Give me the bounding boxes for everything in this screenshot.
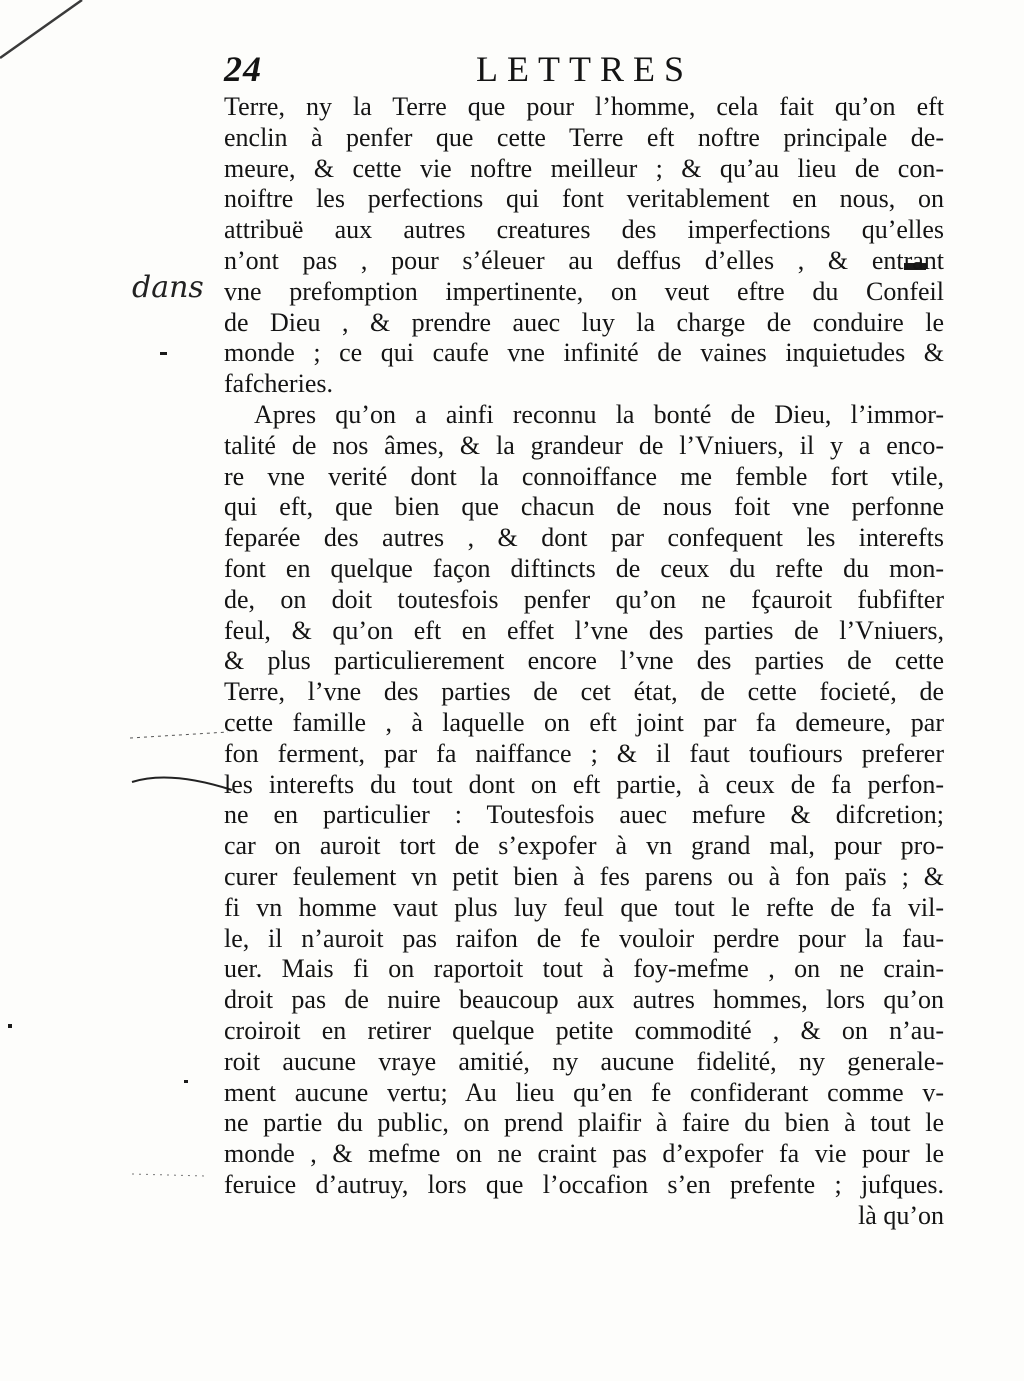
text-line: n’ont pas , pour s’éleuer au deffus d’elles , & entrant [224, 245, 944, 275]
text-line: enclin à penfer que cette Terre eft noftre principale de- [224, 122, 944, 152]
running-head: LETTRES [476, 49, 693, 89]
text-line: attribuë aux autres creatures des imperfections qu’elles [224, 215, 944, 245]
text-line: Apres qu’on a ainfi reconnu la bonté de Dieu, l’immor- [254, 399, 944, 429]
text-line: roit aucune vraye amitié, ny aucune fidelité, ny generale- [224, 1046, 944, 1076]
text-line: là qu’on [858, 1200, 944, 1230]
text-line: de Dieu , & prendre auec luy la charge de conduire le [224, 307, 944, 337]
text-line: ne en particulier : Toutesfois auec mefure & difcretion; [224, 800, 944, 830]
ink-blot [8, 1024, 12, 1028]
text-line: le, il n’auroit pas raifon de fe vouloir perdre pour la fau- [224, 923, 944, 953]
text-line: croiroit en retirer quelque petite commodité , & on n’au- [224, 1015, 944, 1045]
ink-blot [160, 352, 167, 355]
text-line: & plus particulierement encore l’vne des parties de cette [224, 646, 944, 676]
text-line: droit pas de nuire beaucoup aux autres hommes, lors qu’on [224, 985, 944, 1015]
text-line: re vne verité dont la connoiffance me femble fort vtile, [224, 461, 944, 491]
text-line: noiftre les perfections qui font veritablement en nous, on [224, 184, 944, 214]
page-header [224, 48, 944, 92]
text-line: Terre, l’vne des parties de cet état, de cette focieté, de [224, 677, 944, 707]
body-text [224, 92, 944, 1231]
text-line: feul, & qu’on eft en effet l’vne des parties de l’Vniuers, [224, 615, 944, 645]
text-line: qui eft, que bien que chacun de nous foit vne perfonne [224, 492, 944, 522]
text-line: monde ; ce qui caufe vne infinité de vaines inquietudes & [224, 338, 944, 368]
text-line: curer feulement vn petit bien à fes parens ou à fon païs ; & [224, 861, 944, 891]
page-number: 24 [224, 49, 262, 89]
text-line: ne partie du public, on prend plaifir à faire du bien à tout le [224, 1108, 944, 1138]
text-line: les interefts du tout dont on eft partie, à ceux de fa perfon- [224, 769, 944, 799]
handwritten-margin-note: dans [132, 270, 204, 305]
text-line: vne prefomption impertinente, on veut eftre du Confeil [224, 276, 944, 306]
text-line: talité de nos âmes, & la grandeur de l’Vniuers, il y a enco- [224, 430, 944, 460]
text-line: Terre, ny la Terre que pour l’homme, cela fait qu’on eft [224, 92, 944, 121]
text-line: meure, & cette vie noftre meilleur ; & qu’au lieu de con- [224, 153, 944, 183]
text-line: font en quelque façon diftincts de ceux du refte du mon- [224, 553, 944, 583]
text-line: fafcheries. [224, 369, 333, 399]
text-line: ment aucune vertu; Au lieu qu’en fe confiderant comme v- [224, 1077, 944, 1107]
text-line: de, on doit toutesfois penfer qu’on ne fçauroit fubfifter [224, 584, 944, 614]
text-line: feparée des autres , & dont par confequent les interefts [224, 523, 944, 553]
ink-blot [184, 1080, 188, 1083]
text-line: car on auroit tort de s’expofer à vn grand mal, pour pro- [224, 831, 944, 861]
text-line: monde , & mefme on ne craint pas d’expofer fa vie pour le [224, 1139, 944, 1169]
text-line: feruice d’autruy, lors que l’occafion s’en prefente ; jufques. [224, 1169, 944, 1199]
text-line: cette famille , à laquelle on eft joint par fa demeure, par [224, 707, 944, 737]
text-line: uer. Mais fi on raportoit tout à foy-mefme , on ne crain- [224, 954, 944, 984]
text-line: fi vn homme vaut plus luy feul que tout le refte de fa vil- [224, 892, 944, 922]
text-line: fon ferment, par fa naiffance ; & il faut toufiours preferer [224, 738, 944, 768]
